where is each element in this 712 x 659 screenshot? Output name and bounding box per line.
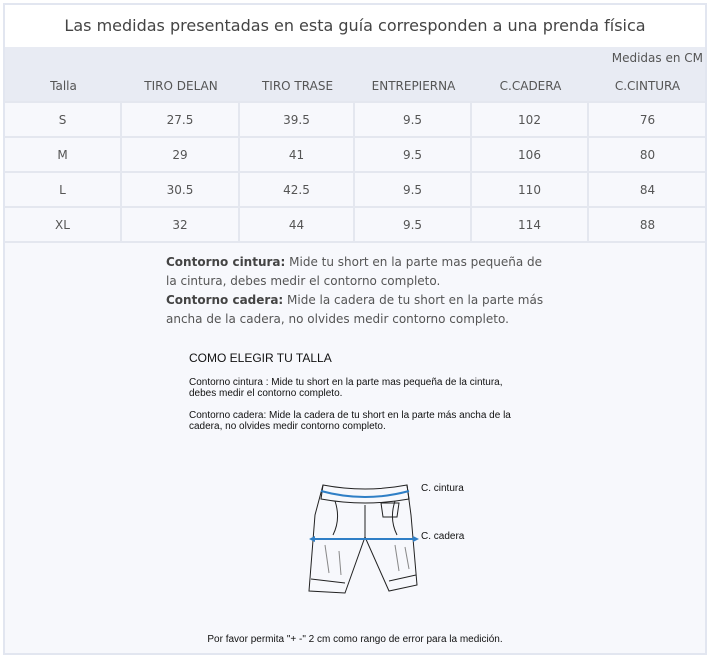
table-cell: 30.5	[122, 173, 240, 208]
table-cell: 102	[472, 103, 589, 138]
waist-note	[166, 253, 546, 291]
guide-hip-text: Contorno cadera: Mide la cadera de tu short en la parte más ancha de la cadera, no olvides medir contorno completo.	[189, 410, 511, 432]
hip-note	[166, 291, 546, 329]
table-cell: 9.5	[355, 138, 472, 173]
table-cell: 9.5	[355, 173, 472, 208]
table-cell: 29	[122, 138, 240, 173]
table-cell: 44	[240, 208, 355, 243]
table-row	[5, 171, 705, 208]
table-row	[5, 101, 705, 138]
table-cell: M	[5, 138, 122, 173]
table-row	[5, 206, 705, 243]
header-cell: C.CINTURA	[614, 79, 681, 93]
table-cell: 41	[240, 138, 355, 173]
table-cell: 110	[472, 173, 589, 208]
hip-note-label: Contorno cadera:	[166, 293, 284, 307]
table-cell: 80	[639, 148, 656, 162]
header-cell: TIRO DELAN	[144, 79, 218, 93]
table-cell: S	[5, 103, 122, 138]
table-cell: 88	[639, 218, 656, 232]
hip-note-text: Mide la cadera de tu short en la parte más ancha de la cadera, no olvides medir contorno completo.	[166, 293, 544, 326]
table-cell: 106	[472, 138, 589, 173]
error-range-note: Por favor permita "+ -" 2 cm como rango de error para la medición.	[207, 634, 503, 645]
page-title: Las medidas presentadas en esta guía corresponden a una prenda física	[5, 5, 705, 47]
header-cell: TIRO TRASE	[261, 79, 334, 93]
shorts-diagram	[295, 475, 495, 609]
table-cell: L	[5, 173, 122, 208]
header-cell: C.CADERA	[499, 79, 562, 93]
table-cell: 42.5	[240, 173, 355, 208]
waist-label: C. cintura	[421, 483, 464, 494]
table-cell: 9.5	[355, 103, 472, 138]
measurement-notes	[166, 253, 546, 329]
hip-label: C. cadera	[421, 531, 465, 542]
table-cell: XL	[5, 208, 122, 243]
table-header	[5, 47, 705, 103]
table-row	[5, 136, 705, 173]
table-cell: 39.5	[240, 103, 355, 138]
waist-note-text: Mide tu short en la parte mas pequeña de la cintura, debes medir el contorno completo.	[166, 255, 543, 288]
waist-note-label: Contorno cintura:	[166, 255, 286, 269]
table-cell: 84	[639, 183, 656, 197]
size-guide-image-text	[189, 351, 529, 443]
header-cell: ENTREPIERNA	[371, 79, 456, 93]
shorts-illustration	[295, 475, 495, 605]
table-cell: 32	[122, 208, 240, 243]
table-cell: 27.5	[122, 103, 240, 138]
table-cell: 76	[639, 113, 656, 127]
guide-title: COMO ELEGIR TU TALLA	[189, 351, 332, 365]
table-bottom-border	[5, 241, 705, 243]
header-cell: Talla	[50, 79, 77, 93]
guide-waist-text: Contorno cintura : Mide tu short en la parte mas pequeña de la cintura, debes medir el contorno completo.	[189, 377, 503, 399]
table-cell: 114	[472, 208, 589, 243]
table-cell: 9.5	[355, 208, 472, 243]
unit-note: Medidas en CM	[611, 51, 703, 65]
size-guide-panel	[3, 3, 707, 655]
